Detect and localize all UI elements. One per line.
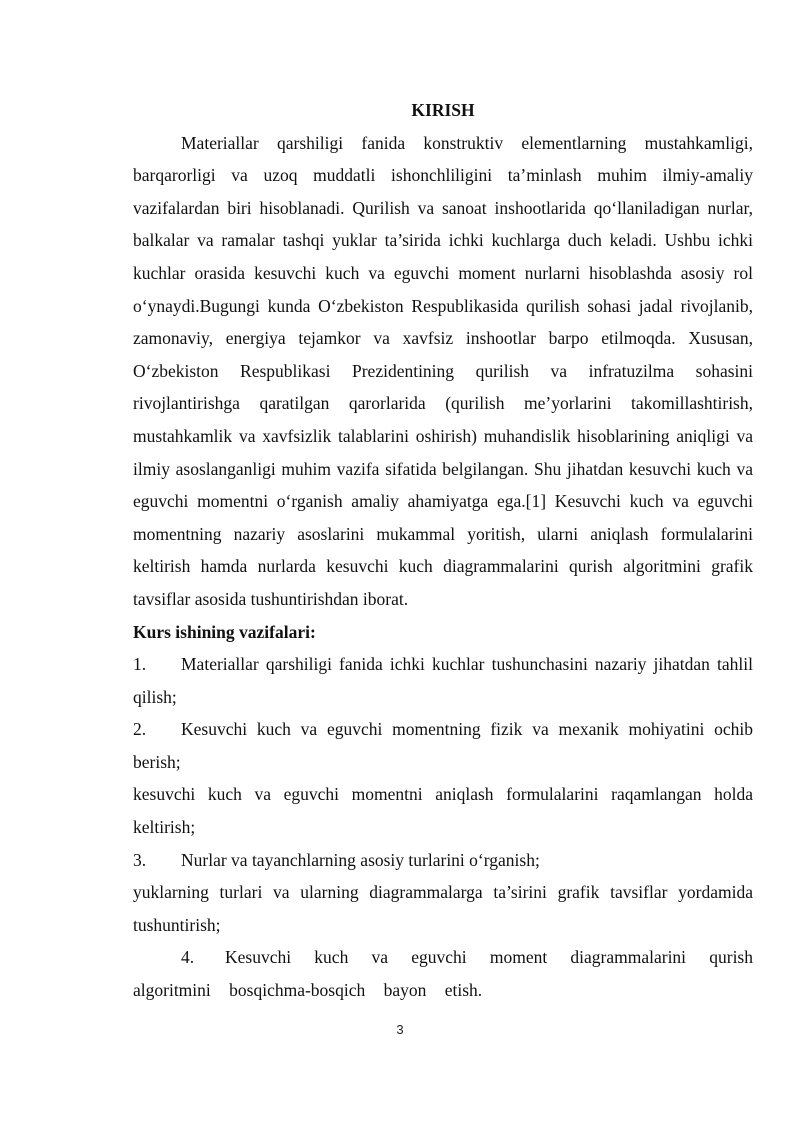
task-text: yuklarning turlari va ularning diagrammalarga ta’sirini grafik tavsiflar yordamida tushuntirish;	[133, 882, 753, 935]
page-number: 3	[396, 1022, 404, 1037]
section-title: KIRISH	[411, 100, 475, 120]
task-item-1	[133, 648, 753, 713]
task-number: 1.	[133, 654, 147, 675]
task-number: 2.	[133, 719, 147, 740]
task-item-4	[133, 941, 753, 1006]
task-text: Materiallar qarshiligi fanida ichki kuchlar tushunchasini nazariy jihatdan tahlil qilish;	[133, 654, 753, 707]
task-item-unnumbered	[133, 778, 753, 843]
task-item-3	[133, 844, 753, 877]
task-text: Nurlar va tayanchlarning asosiy turlarini o‘rganish;	[181, 849, 540, 870]
task-number: 3.	[133, 849, 147, 870]
task-text: Kesuvchi kuch va eguvchi momentning fizik va mexanik mohiyatini ochib berish;	[133, 719, 753, 772]
task-number: 4.	[181, 947, 195, 968]
intro-paragraph: Materiallar qarshiligi fanida konstruktiv elementlarning mustahkamligi, barqarorligi va uzoq muddatli ishonchliligini ta’minlash muhim ilmiy-amaliy vazifalardan biri hisoblanadi. Qurilish va sanoat inshootlarida qo‘llaniladigan nurlar, balkalar va ramalar tashqi yuklar ta’sirida ichki kuchlarga duch keladi. Ushbu ichki kuchlar orasida kesuvchi kuch va eguvchi moment nurlarni hisoblashda asosiy rol o‘ynaydi.Bugungi kunda O‘zbekiston Respublikasida qurilish sohasi jadal rivojlanib, zamonaviy, energiya tejamkor va xavfsiz inshootlar barpo etilmoqda. Xususan, O‘zbekiston Respublikasi Prezidentining qurilish va infratuzilma sohasini rivojlantirishga qaratilgan qarorlarida (qurilish me’yorlarini takomillashtirish, mustahkamlik va xavfsizlik talablarini oshirish) muhandislik hisoblarining aniqligi va ilmiy asoslanganligi muhim vazifa sifatida belgilangan. Shu jihatdan kesuvchi kuch va eguvchi momentni o‘rganish amaliy ahamiyatga ega.[1] Kesuvchi kuch va eguvchi momentning nazariy asoslarini mukammal yoritish, ularni aniqlash formulalarini keltirish hamda nurlarda kesuvchi kuch diagrammalarini qurish algoritmini grafik tavsiflar asosida tushuntirishdan iborat.	[133, 132, 753, 609]
task-text: Kesuvchi kuch va eguvchi moment diagrammalarini qurish algoritmini bosqichma-bosqich bayon etish.	[133, 947, 753, 1001]
task-text: kesuvchi kuch va eguvchi momentni aniqlash formulalarini raqamlangan holda keltirish;	[133, 784, 753, 838]
task-item-unnumbered	[133, 876, 753, 941]
task-item-2	[133, 713, 753, 778]
tasks-heading: Kurs ishining vazifalari:	[133, 621, 316, 642]
document-page	[133, 94, 753, 1007]
